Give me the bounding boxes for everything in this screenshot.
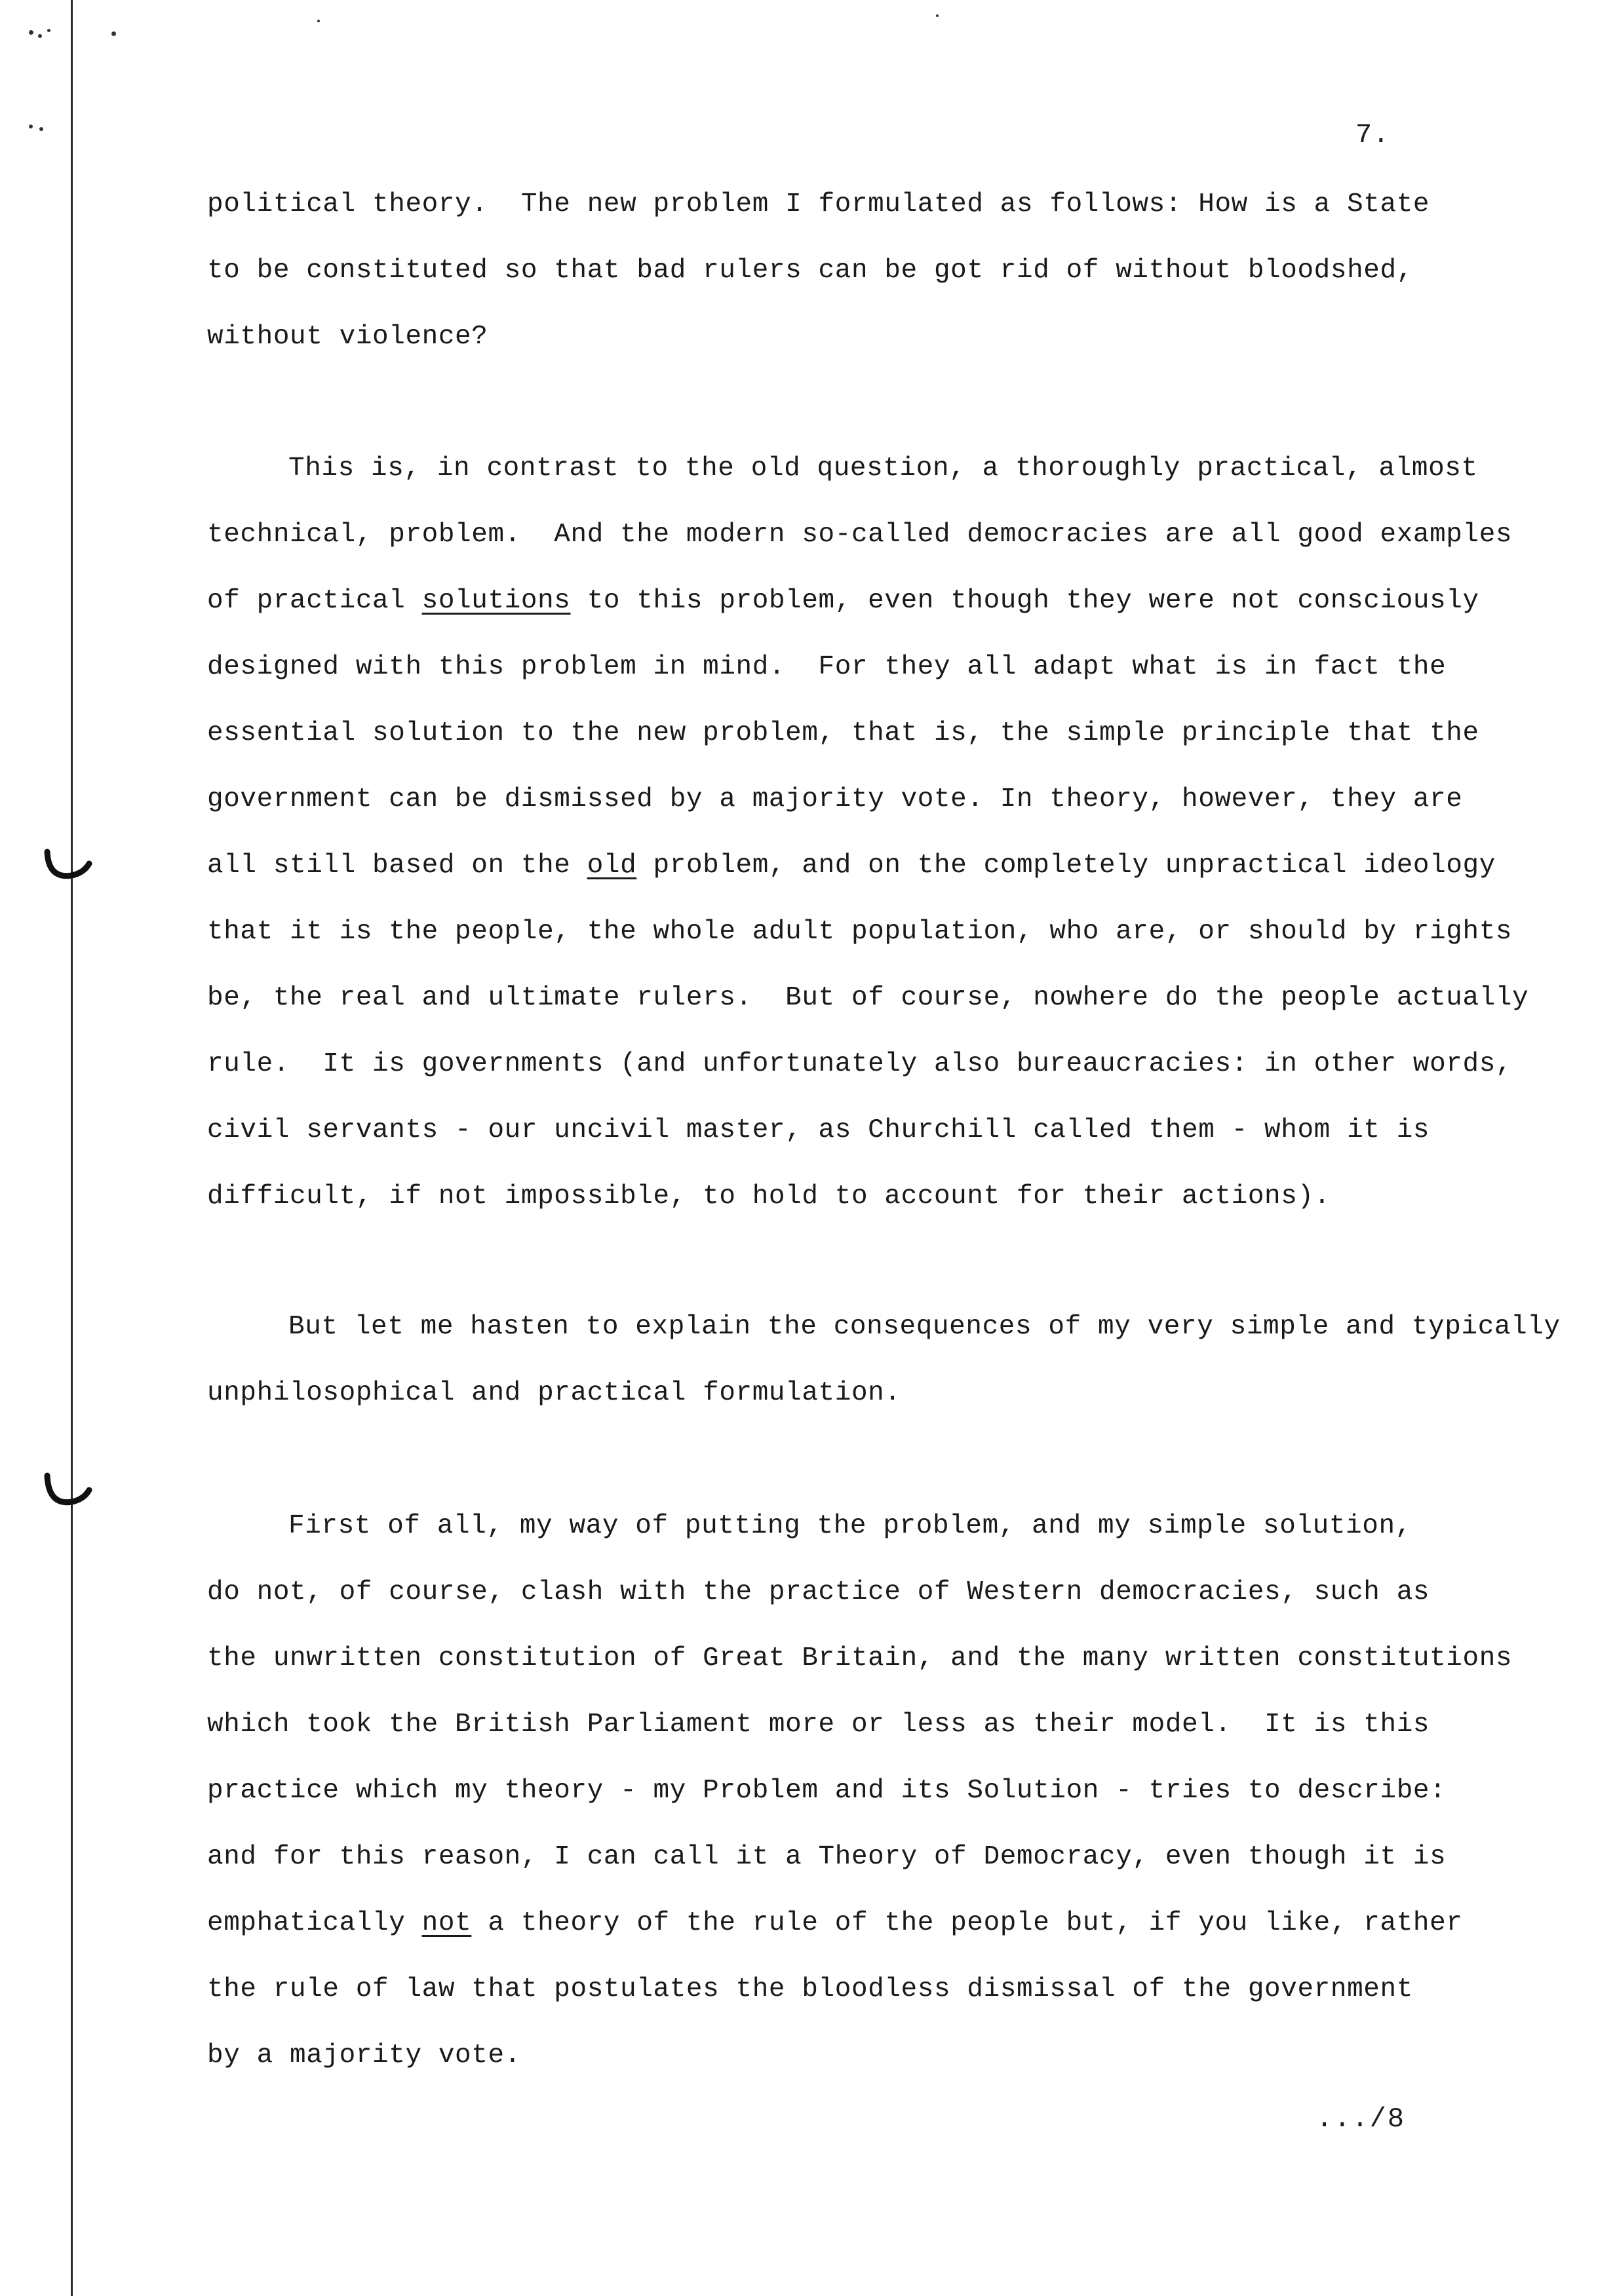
text-run: to this problem, even though they were not consciously — [570, 586, 1479, 616]
text-line: unphilosophical and practical formulation. — [207, 1378, 901, 1408]
text-line: practice which my theory - my Problem and its Solution - tries to describe: — [207, 1776, 1447, 1806]
text-run: emphatically — [207, 1908, 422, 1938]
text-line: do not, of course, clash with the practice of Western democracies, such as — [207, 1577, 1430, 1607]
binder-hook-icon — [41, 839, 93, 891]
underlined-word: solutions — [421, 586, 571, 616]
text-line: without violence? — [207, 322, 488, 352]
text-line: by a majority vote. — [207, 2040, 521, 2071]
text-run: problem, and on the completely unpractical ideology — [636, 851, 1496, 881]
text-line: designed with this problem in mind. For they all adapt what is in fact the — [207, 652, 1447, 682]
page-number: 7. — [1355, 119, 1390, 151]
text-line: This is, in contrast to the old question, a thoroughly practical, almost — [288, 453, 1478, 484]
paragraph-4 — [207, 1493, 1584, 2089]
scan-speck — [29, 124, 33, 128]
text-run: a theory of the rule of the people but, if you like, rather — [471, 1908, 1463, 1938]
text-run: all still based on the — [207, 851, 587, 881]
text-line — [207, 833, 1584, 899]
text-line: difficult, if not impossible, to hold to account for their actions). — [207, 1181, 1331, 1212]
text-line: which took the British Parliament more or less as their model. It is this — [207, 1710, 1430, 1740]
text-line: the unwritten constitution of Great Britain, and the many written constitutions — [207, 1643, 1513, 1674]
scan-speck — [29, 30, 33, 35]
text-line: that it is the people, the whole adult population, who are, or should by rights — [207, 917, 1513, 947]
text-line: rule. It is governments (and unfortunately also bureaucracies: in other words, — [207, 1049, 1513, 1079]
text-line: be, the real and ultimate rulers. But of course, nowhere do the people actually — [207, 983, 1529, 1013]
text-line — [207, 568, 1584, 634]
paragraph-3 — [207, 1294, 1584, 1426]
scan-speck — [936, 14, 939, 17]
scan-speck — [111, 31, 116, 36]
underlined-word: not — [421, 1908, 472, 1938]
text-line: essential solution to the new problem, that is, the simple principle that the — [207, 718, 1479, 748]
scan-speck — [38, 34, 42, 38]
scan-speck — [47, 29, 50, 32]
text-line: But let me hasten to explain the consequences of my very simple and typically — [288, 1312, 1561, 1342]
text-run: of practical — [207, 586, 422, 616]
text-line: civil servants - our uncivil master, as Churchill called them - whom it is — [207, 1115, 1430, 1145]
scan-speck — [317, 20, 320, 22]
paragraph-2 — [207, 436, 1584, 1230]
binder-hook-icon — [41, 1466, 93, 1519]
text-line: to be constituted so that bad rulers can be got rid of without bloodshed, — [207, 256, 1413, 286]
text-line: political theory. The new problem I formulated as follows: How is a State — [207, 189, 1430, 220]
text-line — [207, 1890, 1584, 1957]
text-line: government can be dismissed by a majority vote. In theory, however, they are — [207, 784, 1463, 814]
paragraph-1 — [207, 172, 1584, 370]
continuation-marker: .../8 — [1316, 2103, 1406, 2135]
scan-speck — [39, 127, 43, 131]
text-line: technical, problem. And the modern so-called democracies are all good examples — [207, 520, 1513, 550]
binding-margin-line — [71, 0, 73, 2296]
underlined-word: old — [587, 851, 637, 881]
text-line: and for this reason, I can call it a Theory of Democracy, even though it is — [207, 1842, 1447, 1872]
text-line: the rule of law that postulates the bloodless dismissal of the government — [207, 1974, 1413, 2004]
text-line: First of all, my way of putting the problem, and my simple solution, — [288, 1511, 1412, 1541]
